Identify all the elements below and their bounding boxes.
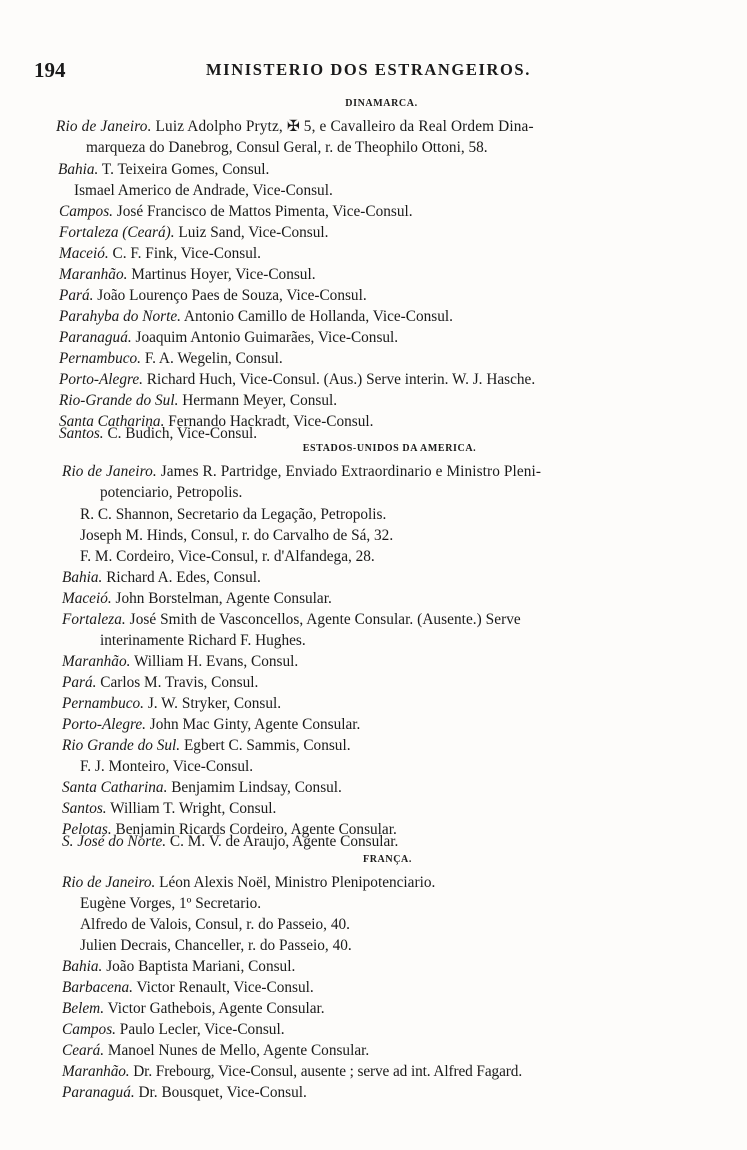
entry-line: [58, 160, 269, 179]
place-name: Ceará.: [62, 1042, 105, 1059]
entry-line: [100, 631, 306, 650]
entry-line: [59, 349, 283, 368]
entry-text: T. Teixeira Gomes, Consul.: [98, 161, 270, 178]
place-name: Maranhão.: [59, 266, 128, 283]
entry-line: [62, 1083, 307, 1102]
place-name: Santos.: [62, 800, 107, 817]
place-name: Maceió.: [62, 590, 112, 607]
place-name: Campos.: [59, 203, 113, 220]
entry-line: [62, 832, 398, 851]
entry-text: Dr. Bousquet, Vice-Consul.: [134, 1084, 307, 1101]
entry-text: James R. Partridge, Enviado Extraordinario e Ministro Pleni-: [156, 463, 542, 480]
section-heading-franca: FRANÇA.: [363, 854, 412, 865]
page-header: [34, 58, 724, 86]
entry-line: [62, 610, 521, 629]
entry-text: William H. Evans, Consul.: [130, 653, 299, 670]
entry-line: [80, 894, 261, 913]
entry-line: [62, 568, 261, 587]
place-name: S. José do Norte.: [62, 833, 167, 850]
entry-text: Richard A. Edes, Consul.: [102, 569, 261, 586]
entry-line: [59, 244, 261, 263]
entry-text: Dr. Frebourg, Vice-Consul, ausente ; serve ad int. Alfred Fagard.: [129, 1063, 523, 1080]
entry-line: [59, 307, 453, 326]
place-name: Pará.: [62, 674, 97, 691]
entry-line: [62, 694, 281, 713]
place-name: Rio de Janeiro.: [62, 874, 156, 891]
place-name: Rio de Janeiro.: [62, 463, 157, 480]
place-name: Bahia.: [62, 958, 103, 975]
entry-line: [80, 757, 253, 776]
entry-text: William T. Wright, Consul.: [106, 800, 277, 817]
entry-line: [62, 715, 360, 734]
entry-line: [86, 138, 488, 157]
entry-line: [59, 328, 398, 347]
place-name: Maranhão.: [62, 1063, 130, 1080]
entry-line: [56, 117, 534, 136]
entry-text: F. A. Wegelin, Consul.: [141, 350, 283, 367]
entry-text: Eugène Vorges, 1º Secretario.: [80, 895, 262, 912]
entry-line: [62, 999, 325, 1018]
place-name: Santa Catharina.: [62, 779, 168, 796]
entry-text: Julien Decrais, Chanceller, r. do Passeio, 40.: [80, 937, 352, 954]
place-name: Bahia.: [62, 569, 103, 586]
place-name: Pelotas.: [62, 821, 112, 838]
entry-text: Manoel Nunes de Mello, Agente Consular.: [104, 1042, 370, 1059]
entry-line: [59, 202, 413, 221]
entry-line: [62, 589, 332, 608]
entry-line: [62, 673, 258, 692]
place-name: Porto-Alegre.: [59, 371, 143, 388]
entry-text: interinamente Richard F. Hughes.: [100, 632, 306, 649]
entry-line: [59, 370, 535, 389]
entry-text: Ismael Americo de Andrade, Vice-Consul.: [74, 182, 333, 199]
entry-text: Luiz Sand, Vice-Consul.: [174, 224, 329, 241]
entry-text: J. W. Stryker, Consul.: [144, 695, 282, 712]
entry-text: Egbert C. Sammis, Consul.: [180, 737, 351, 754]
entry-text: C. Budich, Vice-Consul.: [103, 425, 258, 442]
entry-line: [80, 915, 350, 934]
place-name: Paranaguá.: [59, 329, 132, 346]
entry-line: [80, 526, 393, 545]
entry-line: [100, 483, 242, 502]
running-title: MINISTERIO DOS ESTRANGEIROS.: [206, 60, 531, 79]
place-name: Santa Catharina.: [59, 413, 165, 430]
entry-text: Richard Huch, Vice-Consul. (Aus.) Serve interin. W. J. Hasche.: [142, 371, 536, 388]
entry-line: [62, 873, 435, 892]
entry-text: Luiz Adolpho Prytz, ✠ 5, e Cavalleiro da Real Ordem Dina-: [151, 118, 534, 135]
entry-line: [62, 652, 298, 671]
entry-text: Joaquim Antonio Guimarães, Vice-Consul.: [131, 329, 399, 346]
place-name: Campos.: [62, 1021, 116, 1038]
place-name: Pernambuco.: [59, 350, 141, 367]
entry-line: [59, 286, 367, 305]
entry-text: Benjamin Ricards Cordeiro, Agente Consular.: [111, 821, 397, 838]
entry-text: C. F. Fink, Vice-Consul.: [108, 245, 261, 262]
entry-line: [62, 978, 314, 997]
entry-text: Fernando Hackradt, Vice-Consul.: [164, 413, 374, 430]
entry-line: [62, 799, 276, 818]
entry-line: [59, 223, 328, 242]
entry-line: [62, 1041, 369, 1060]
entry-text: José Smith de Vasconcellos, Agente Consular. (Ausente.) Serve: [125, 611, 521, 628]
entry-line: [62, 1062, 522, 1081]
entry-text: Victor Gathebois, Agente Consular.: [104, 1000, 325, 1017]
entry-text: Joseph M. Hinds, Consul, r. do Carvalho de Sá, 32.: [80, 527, 394, 544]
place-name: Santos.: [59, 425, 104, 442]
entry-line: [59, 391, 337, 410]
place-name: Maceió.: [59, 245, 109, 262]
entry-text: John Mac Ginty, Agente Consular.: [145, 716, 361, 733]
place-name: Bahia.: [58, 161, 99, 178]
entry-line: [62, 957, 295, 976]
entry-line: [80, 547, 375, 566]
place-name: Fortaleza.: [62, 611, 126, 628]
entry-text: C. M. V. de Araujo, Agente Consular.: [166, 833, 399, 850]
entry-text: Benjamim Lindsay, Consul.: [167, 779, 342, 796]
place-name: Rio Grande do Sul.: [62, 737, 181, 754]
entry-text: John Borstelman, Agente Consular.: [111, 590, 332, 607]
entry-text: Alfredo de Valois, Consul, r. do Passeio, 40.: [80, 916, 350, 933]
place-name: Belem.: [62, 1000, 105, 1017]
entry-line: [59, 265, 316, 284]
entry-text: Victor Renault, Vice-Consul.: [132, 979, 314, 996]
place-name: Barbacena.: [62, 979, 133, 996]
place-name: Fortaleza (Ceará).: [59, 224, 175, 241]
entry-text: F. M. Cordeiro, Vice-Consul, r. d'Alfandega, 28.: [80, 548, 375, 565]
page-number: 194: [34, 58, 66, 82]
entry-text: Carlos M. Travis, Consul.: [96, 674, 259, 691]
entry-text: F. J. Monteiro, Vice-Consul.: [80, 758, 254, 775]
entry-text: Léon Alexis Noël, Ministro Plenipotenciario.: [155, 874, 436, 891]
place-name: Porto-Alegre.: [62, 716, 146, 733]
entry-line: [80, 505, 386, 524]
entry-text: potenciario, Petropolis.: [100, 484, 243, 501]
entry-text: Martinus Hoyer, Vice-Consul.: [127, 266, 316, 283]
entry-text: Hermann Meyer, Consul.: [178, 392, 338, 409]
entry-text: João Baptista Mariani, Consul.: [102, 958, 296, 975]
entry-line: [62, 778, 342, 797]
entry-text: Antonio Camillo de Hollanda, Vice-Consul.: [180, 308, 453, 325]
section-heading-estados-unidos: ESTADOS-UNIDOS DA AMERICA.: [302, 443, 477, 454]
place-name: Paranaguá.: [62, 1084, 135, 1101]
entry-text: Paulo Lecler, Vice-Consul.: [115, 1021, 285, 1038]
entry-line: [80, 936, 352, 955]
entry-line: [59, 424, 257, 443]
place-name: Parahyba do Norte.: [59, 308, 181, 325]
section-heading-dinamarca: DINAMARCA.: [345, 98, 418, 109]
place-name: Rio de Janeiro.: [56, 118, 152, 135]
entry-line: [62, 736, 351, 755]
entry-text: João Lourenço Paes de Souza, Vice-Consul.: [93, 287, 367, 304]
entry-text: R. C. Shannon, Secretario da Legação, Petropolis.: [80, 506, 387, 523]
entry-line: [62, 462, 541, 481]
place-name: Pará.: [59, 287, 94, 304]
place-name: Rio-Grande do Sul.: [59, 392, 179, 409]
entry-line: [62, 1020, 285, 1039]
place-name: Maranhão.: [62, 653, 131, 670]
place-name: Pernambuco.: [62, 695, 144, 712]
entry-line: [74, 181, 333, 200]
entry-text: marqueza do Danebrog, Consul Geral, r. de Theophilo Ottoni, 58.: [86, 139, 488, 156]
entry-text: José Francisco de Mattos Pimenta, Vice-Consul.: [112, 203, 413, 220]
